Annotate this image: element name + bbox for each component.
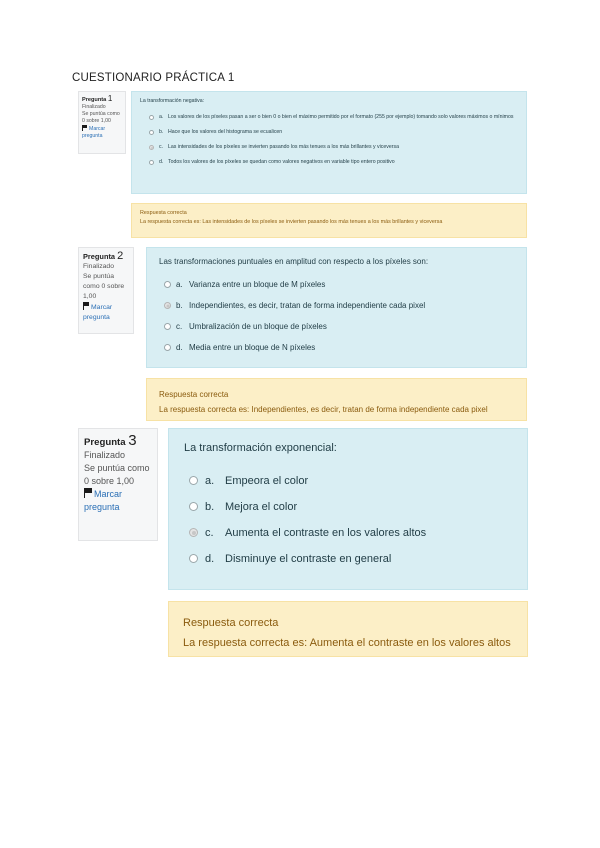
question-info <box>78 247 134 334</box>
question-label: Pregunta <box>82 97 107 103</box>
option-letter: c. <box>205 527 214 539</box>
option-letter: b. <box>205 501 215 513</box>
question-content <box>168 428 528 590</box>
question-content <box>146 247 527 368</box>
radio-button[interactable] <box>189 476 198 485</box>
option-text: Hace que los valores del histograma se ecualicen <box>168 129 283 135</box>
flag-icon <box>82 125 87 131</box>
question-state: Finalizado <box>84 450 126 460</box>
radio-button[interactable] <box>149 130 154 135</box>
flag-question-link[interactable] <box>84 488 152 514</box>
question-number-value: 3 <box>128 432 137 449</box>
option-letter: a. <box>159 114 164 120</box>
option-text: Media entre un bloque de N píxeles <box>189 343 316 352</box>
option-text: Las intensidades de los píxeles se invierten pasando los más tenues a los más brillantes y viceversa <box>168 144 399 150</box>
feedback-title: Respuesta correcta <box>140 210 187 216</box>
answer-option-c[interactable] <box>189 526 512 540</box>
flag-question-link[interactable] <box>82 125 122 140</box>
radio-button[interactable] <box>189 502 198 511</box>
radio-button[interactable] <box>189 554 198 563</box>
question-content <box>131 91 527 194</box>
radio-button[interactable] <box>164 344 171 351</box>
feedback-box <box>168 601 528 657</box>
option-text: Mejora el color <box>225 501 298 513</box>
option-text: Umbralización de un bloque de píxeles <box>189 322 327 331</box>
question-grade: Se puntúa como 0 sobre 1,00 <box>84 463 150 486</box>
question-text: Las transformaciones puntuales en amplitud con respecto a los píxeles son: <box>159 257 429 266</box>
radio-button[interactable] <box>164 323 171 330</box>
answer-option-d[interactable] <box>189 552 512 566</box>
option-text: Aumenta el contraste en los valores altos <box>225 527 427 539</box>
flag-icon <box>84 488 92 498</box>
question-text: La transformación exponencial: <box>184 442 337 454</box>
option-letter: a. <box>176 280 183 289</box>
answer-option-b[interactable] <box>149 129 518 136</box>
radio-button-selected[interactable] <box>149 145 154 150</box>
feedback-box <box>146 378 527 421</box>
question-number-value: 2 <box>117 250 124 262</box>
option-letter: d. <box>159 159 164 165</box>
option-letter: b. <box>159 129 164 135</box>
answer-option-b[interactable] <box>189 500 512 514</box>
option-letter: d. <box>205 553 215 565</box>
flag-question-link[interactable] <box>83 302 129 323</box>
page-title: CUESTIONARIO PRÁCTICA 1 <box>72 72 235 84</box>
question-info <box>78 91 126 154</box>
option-letter: c. <box>176 322 183 331</box>
option-text: Empeora el color <box>225 475 309 487</box>
answer-option-a[interactable] <box>164 279 514 290</box>
radio-button-selected[interactable] <box>164 302 171 309</box>
option-letter: d. <box>176 343 183 352</box>
question-grade: Se puntúa como 0 sobre 1,00 <box>83 273 125 300</box>
answer-option-a[interactable] <box>149 114 518 121</box>
flag-icon <box>83 302 89 310</box>
option-text: Independientes, es decir, tratan de forma independiente cada pixel <box>189 301 426 310</box>
question-number <box>83 251 129 262</box>
option-text: Todos los valores de los píxeles se quedan como valores negativos en variable tipo entero positivo <box>168 159 395 165</box>
option-text: Disminuye el contraste en general <box>225 553 392 565</box>
feedback-title: Respuesta correcta <box>183 617 279 629</box>
option-letter: c. <box>159 144 164 150</box>
feedback-text: La respuesta correcta es: Aumenta el contraste en los valores altos <box>183 637 511 649</box>
feedback-box <box>131 203 527 238</box>
feedback-title: Respuesta correcta <box>159 390 229 399</box>
flag-label: Marcar pregunta <box>83 304 113 321</box>
question-info <box>78 428 158 541</box>
question-label: Pregunta <box>84 437 126 448</box>
flag-label: Marcar pregunta <box>82 126 106 139</box>
question-grade: Se puntúa como 0 sobre 1,00 <box>82 111 120 124</box>
feedback-text: La respuesta correcta es: Las intensidades de los píxeles se invierten pasando los más tenues a los más brillantes y viceversa <box>140 219 443 225</box>
question-number-value: 1 <box>107 94 113 103</box>
radio-button[interactable] <box>149 160 154 165</box>
answer-option-b[interactable] <box>164 300 514 311</box>
question-state: Finalizado <box>82 104 106 110</box>
question-number <box>84 434 152 449</box>
answer-option-c[interactable] <box>164 321 514 332</box>
question-state: Finalizado <box>83 263 114 270</box>
answer-option-c[interactable] <box>149 144 518 151</box>
answer-option-d[interactable] <box>164 342 514 353</box>
option-text: Varianza entre un bloque de M píxeles <box>189 280 326 289</box>
question-text: La transformación negativa: <box>140 98 205 104</box>
radio-button[interactable] <box>149 115 154 120</box>
answer-option-a[interactable] <box>189 474 512 488</box>
option-text: Los valores de los píxeles pasan a ser o bien 0 o bien el máximo permitido por el formato (255 por ejemplo) tomando solo valores máximos o mínimos <box>168 114 514 120</box>
option-letter: a. <box>205 475 215 487</box>
radio-button[interactable] <box>164 281 171 288</box>
question-number <box>82 95 122 104</box>
answer-option-d[interactable] <box>149 159 518 166</box>
option-letter: b. <box>176 301 183 310</box>
feedback-text: La respuesta correcta es: Independientes, es decir, tratan de forma independiente cada pixel <box>159 405 488 414</box>
flag-label: Marcar pregunta <box>84 489 123 512</box>
question-label: Pregunta <box>83 252 116 261</box>
radio-button-selected[interactable] <box>189 528 198 537</box>
